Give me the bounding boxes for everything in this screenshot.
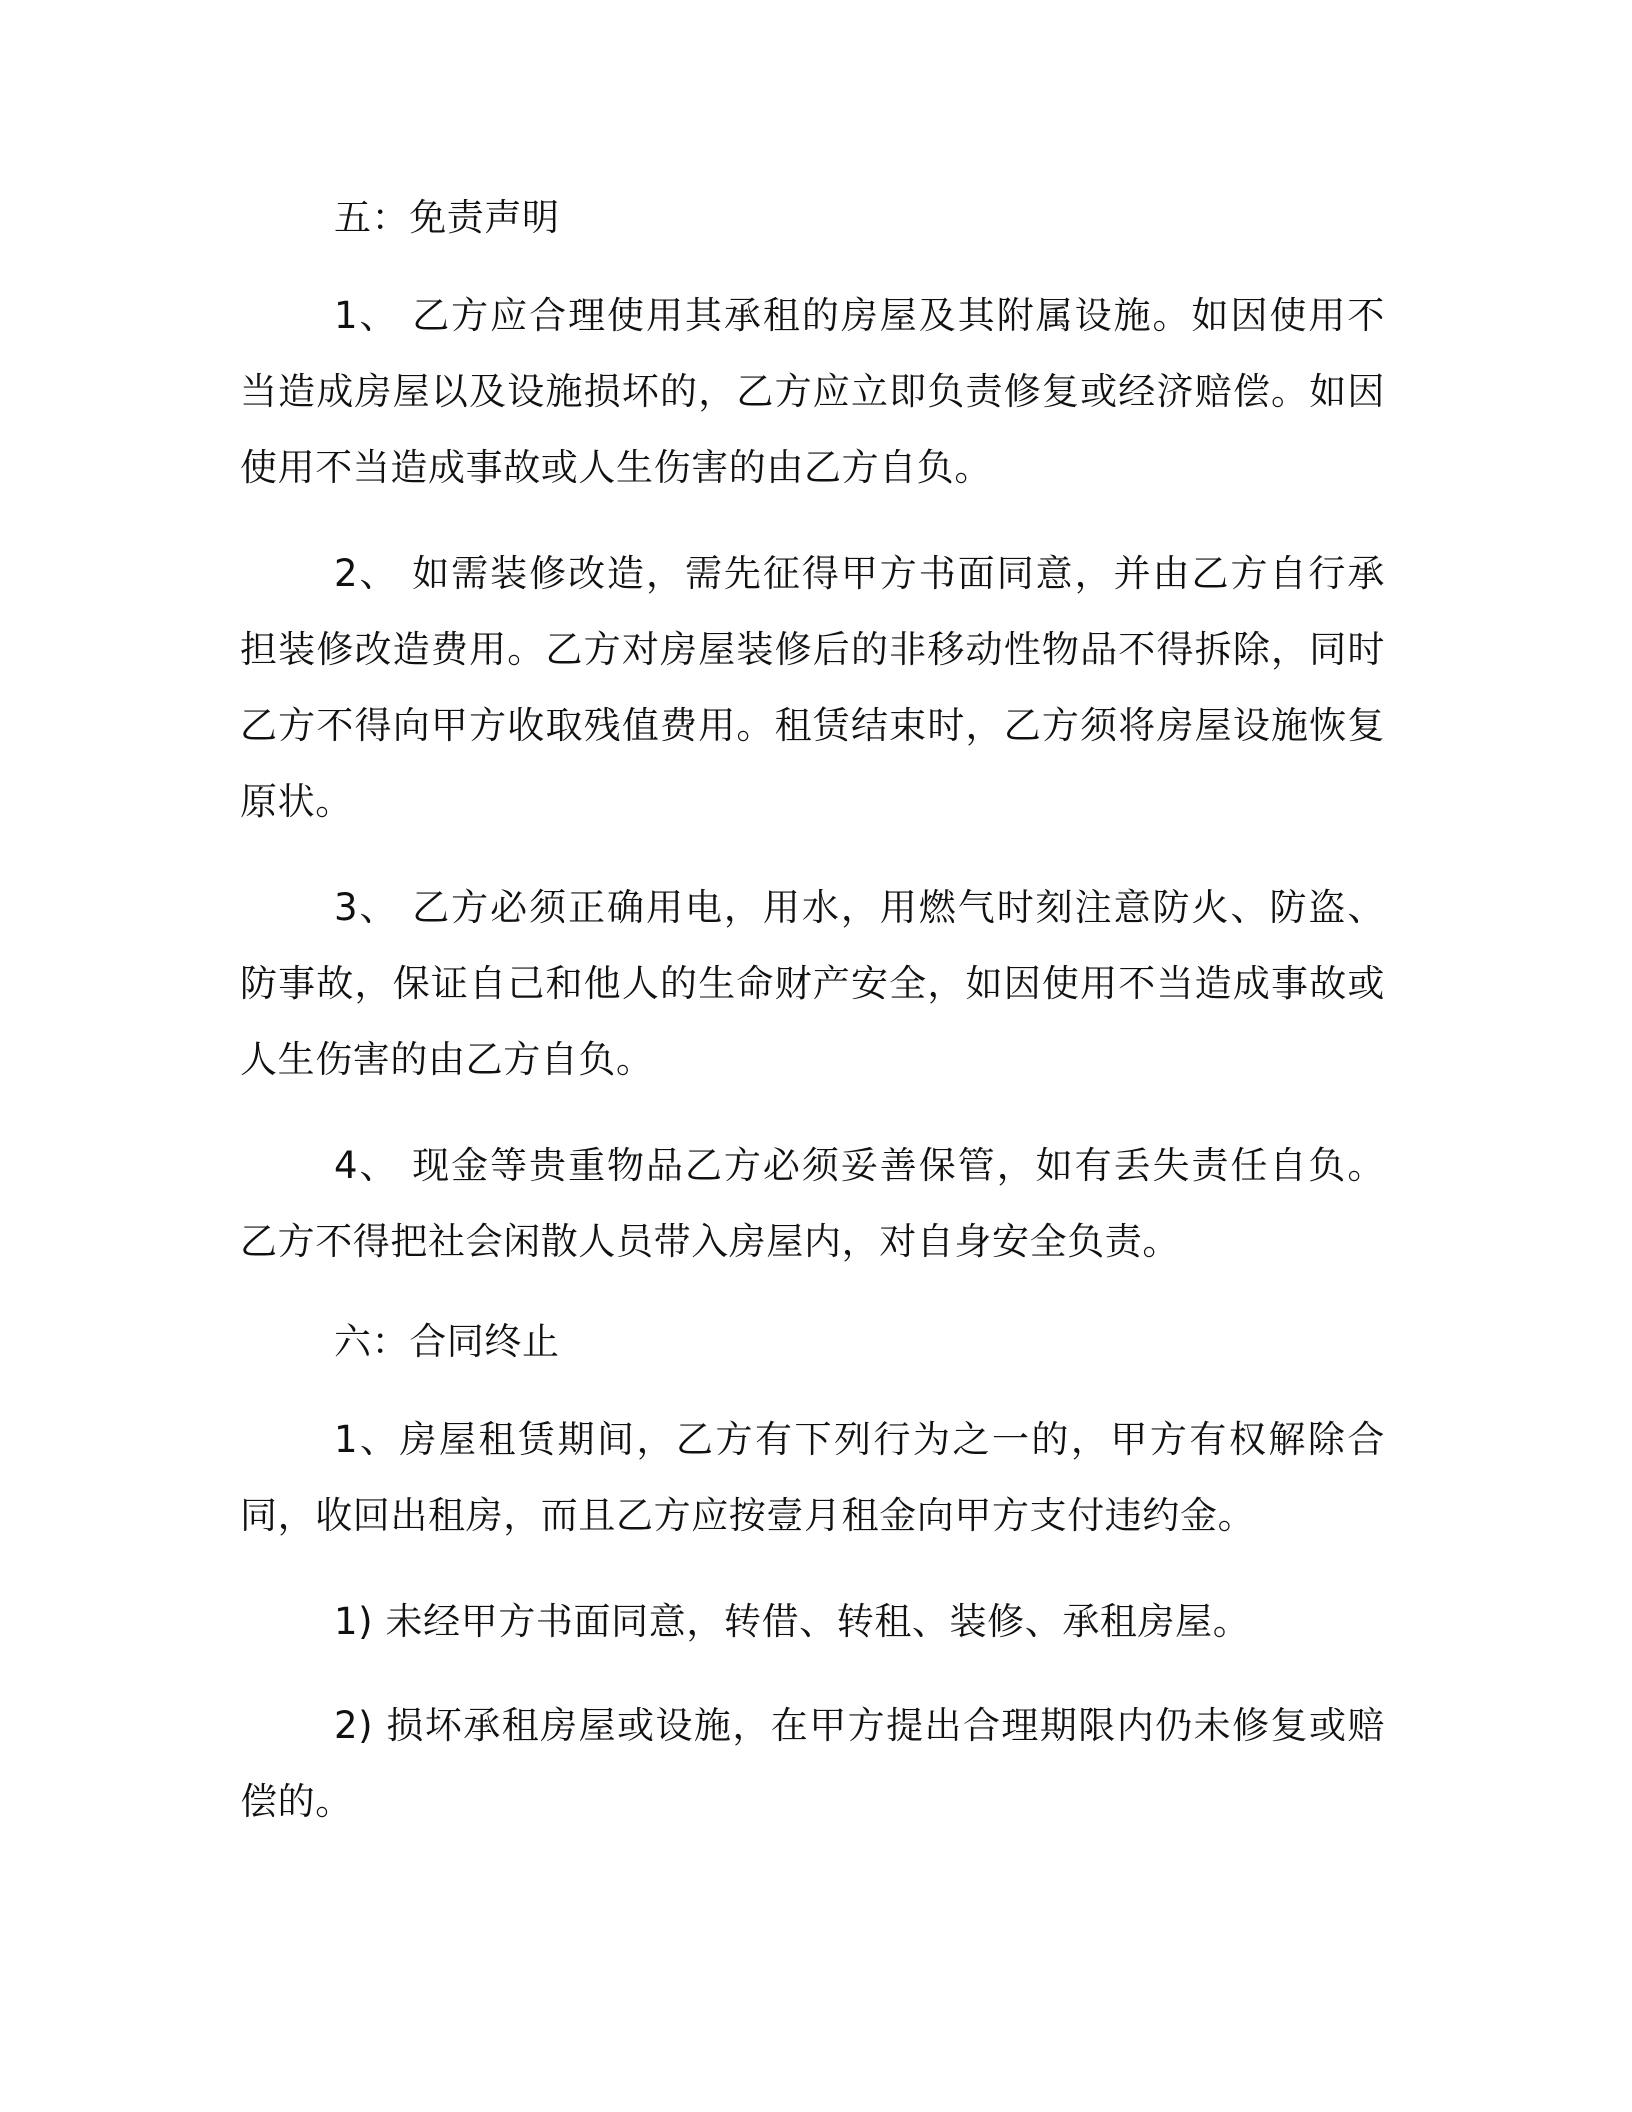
clause-6-1-b: 2) 损坏承租房屋或设施，在甲方提出合理期限内仍未修复或赔偿的。 [240, 1704, 1385, 1823]
clause-5-2: 2、 如需装修改造，需先征得甲方书面同意，并由乙方自行承担装修改造费用。乙方对房屋装修后的非移动性物品不得拆除，同时乙方不得向甲方收取残值费用。租赁结束时，乙方须将房屋设施恢复原状。 [240, 552, 1385, 823]
section-heading-disclaimer: 五：免责声明 [334, 196, 560, 239]
section-heading-termination: 六：合同终止 [334, 1320, 560, 1363]
clause-5-4: 4、 现金等贵重物品乙方必须妥善保管，如有丢失责任自负。乙方不得把社会闲散人员带入房屋内，对自身安全负责。 [240, 1144, 1385, 1263]
clause-6-1-a: 1) 未经甲方书面同意，转借、转租、装修、承租房屋。 [334, 1600, 1251, 1643]
document-body [240, 186, 1385, 1840]
clause-5-1: 1、 乙方应合理使用其承租的房屋及其附属设施。如因使用不当造成房屋以及设施损坏的，乙方应立即负责修复或经济赔偿。如因使用不当造成事故或人生伤害的由乙方自负。 [240, 294, 1385, 489]
clause-5-3: 3、 乙方必须正确用电，用水，用燃气时刻注意防火、防盗、防事故，保证自己和他人的生命财产安全，如因使用不当造成事故或人生伤害的由乙方自负。 [240, 886, 1385, 1081]
clause-6-1: 1、房屋租赁期间，乙方有下列行为之一的，甲方有权解除合同，收回出租房，而且乙方应按壹月租金向甲方支付违约金。 [240, 1418, 1385, 1537]
